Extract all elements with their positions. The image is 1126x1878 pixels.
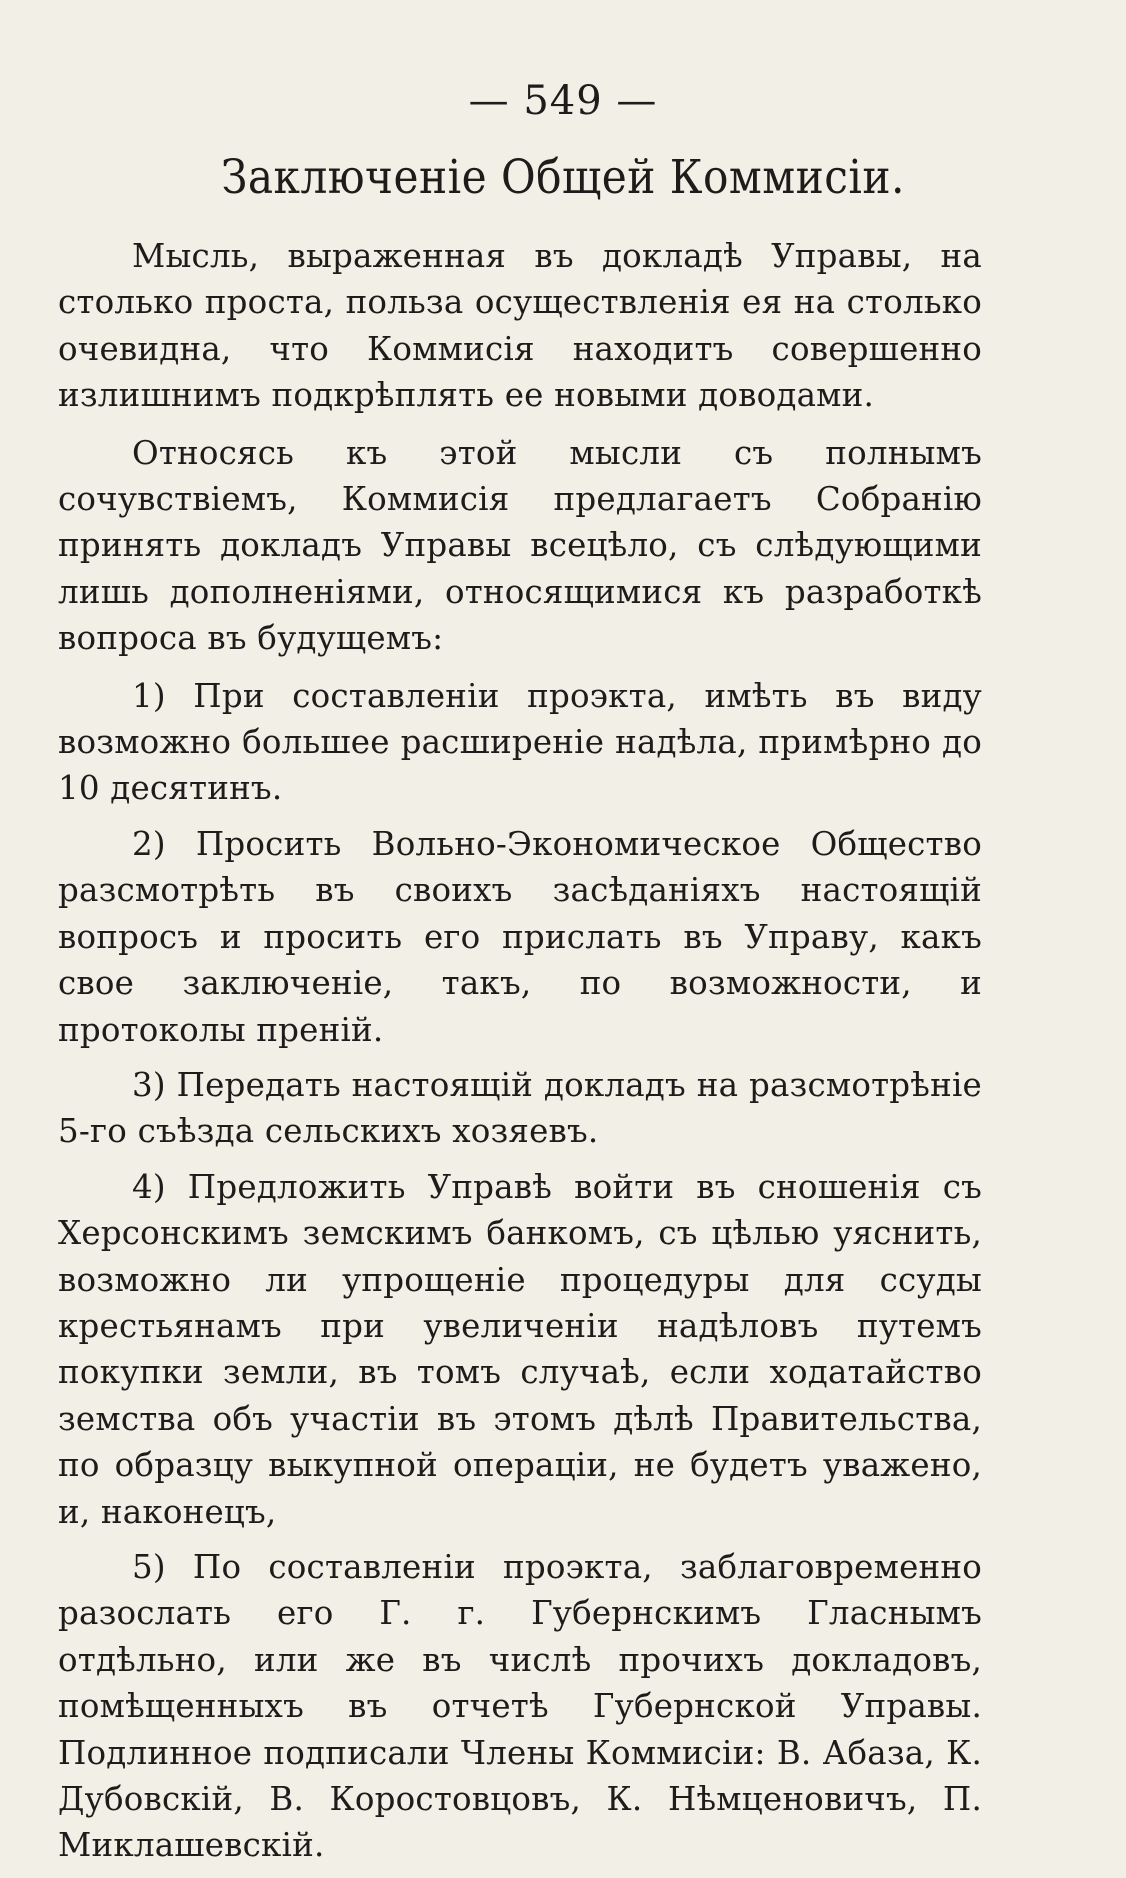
list-item-4: 4) Предложить Управѣ войти въ сношенія съ Херсонскимъ земскимъ банкомъ, съ цѣлью уяснить, возможно ли упрощеніе процедуры для ссуды крестьянамъ при увеличеніи надѣловъ путемъ покупки земли, въ томъ случаѣ, если ходатайство земства объ участіи въ этомъ дѣлѣ Правительства, по образцу выкупной операціи, не будетъ уважено, и, наконецъ,	[58, 1167, 982, 1531]
paragraph-intro: Мысль, выраженная въ докладѣ Управы, на столько проста, польза осуществленія ея на столько очевидна, что Коммисія находитъ совершенно излишнимъ подкрѣплять ее новыми доводами.	[58, 237, 982, 415]
list-item-1: 1) При составленіи проэкта, имѣть въ виду возможно большее расширеніе надѣла, примѣрно до 10 десятинъ.	[58, 676, 982, 808]
list-item-5: 5) По составленіи проэкта, заблаговременно разослать его Г. г. Губернскимъ Гласнымъ отдѣльно, или же въ числѣ прочихъ докладовъ, помѣщенныхъ въ отчетѣ Губернской Управы. Подлинное подписали Члены Коммисіи: В. Абаза, К. Дубовскій, В. Коростовцовъ, К. Нѣмценовичъ, П. Миклашевскій.	[58, 1547, 982, 1865]
list-item-3: 3) Передать настоящій докладъ на разсмотрѣніе 5-го съѣзда сельскихъ хозяевъ.	[58, 1065, 982, 1151]
list-item-2: 2) Просить Вольно-Экономическое Общество разсмотрѣть въ своихъ засѣданіяхъ настоящій вопросъ и просить его прислать въ Управу, какъ свое заключеніе, такъ, по возможности, и протоколы преній.	[58, 824, 982, 1049]
page-number: — 549 —	[468, 78, 658, 124]
section-heading: Заключеніе Общей Коммисіи.	[221, 150, 905, 205]
paragraph-proposal: Относясь къ этой мысли съ полнымъ сочувствіемъ, Коммисія предлагаетъ Собранію принять докладъ Управы всецѣло, съ слѣдующими лишь дополненіями, относящимися къ разработкѣ вопроса въ будущемъ:	[58, 433, 982, 658]
body-text	[58, 233, 982, 1878]
